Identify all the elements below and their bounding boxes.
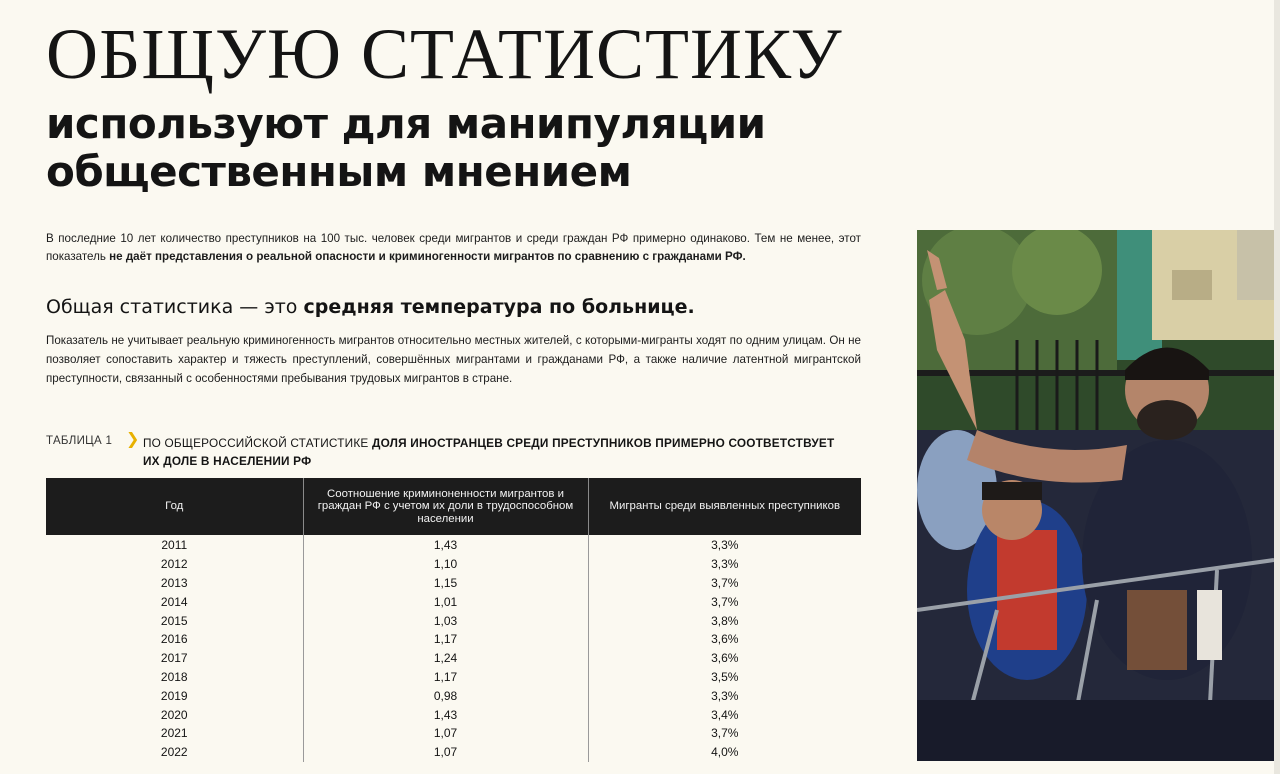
crowd-photo — [917, 230, 1274, 761]
cell-ratio: 1,24 — [303, 649, 588, 668]
crowd-photo-illustration — [917, 230, 1274, 761]
cell-year: 2012 — [46, 555, 303, 574]
cell-year: 2019 — [46, 686, 303, 705]
cell-share: 3,7% — [711, 575, 739, 590]
table-row — [46, 630, 861, 649]
cell-year: 2020 — [46, 705, 303, 724]
cell-share: 4,0% — [711, 745, 739, 760]
cell-share: 3,8% — [711, 613, 739, 628]
intro-bold-text: не даёт представления о реальной опасности и криминогенности мигрантов по сравнению с гражданами РФ. — [109, 250, 746, 263]
cell-ratio: 1,17 — [303, 668, 588, 687]
table-row — [46, 686, 861, 705]
table-row — [46, 743, 861, 762]
table-caption-bold: ДОЛЯ ИНОСТРАНЦЕВ СРЕДИ ПРЕСТУПНИКОВ ПРИМЕРНО СООТВЕТСТВУЕТ ИХ ДОЛЕ В НАСЕЛЕНИИ РФ — [143, 436, 835, 468]
table-row — [46, 535, 861, 555]
table-caption — [46, 433, 861, 469]
cell-year: 2015 — [46, 611, 303, 630]
cell-year: 2018 — [46, 668, 303, 687]
cell-year: 2021 — [46, 724, 303, 743]
section-heading-bold: средняя температура по больнице. — [303, 296, 695, 318]
intro-paragraph — [46, 230, 861, 266]
cell-ratio: 1,07 — [303, 724, 588, 743]
header-crime-ratio: Соотношение криминоненности мигрантов и граждан РФ с учетом их доли в трудоспособном населении — [303, 478, 588, 535]
cell-share: 3,7% — [711, 594, 739, 609]
table-row — [46, 649, 861, 668]
table-caption-normal: ПО ОБЩЕРОССИЙСКОЙ СТАТИСТИКЕ — [143, 436, 372, 450]
cell-share: 3,5% — [711, 669, 739, 684]
cell-share: 3,6% — [711, 632, 739, 647]
cell-ratio: 1,43 — [303, 535, 588, 555]
table-row — [46, 724, 861, 743]
cell-ratio: 1,43 — [303, 705, 588, 724]
table-row — [46, 592, 861, 611]
cell-ratio: 1,01 — [303, 592, 588, 611]
subtitle-line-2: общественным мнением — [46, 147, 632, 196]
cell-year: 2013 — [46, 574, 303, 593]
chevron-right-icon: ❯ — [126, 431, 140, 448]
cell-year: 2011 — [46, 535, 303, 555]
cell-year: 2017 — [46, 649, 303, 668]
table-header-row — [46, 478, 861, 535]
table-label: ТАБЛИЦА 1 — [46, 435, 113, 447]
cell-year: 2014 — [46, 592, 303, 611]
cell-share: 3,3% — [711, 688, 739, 703]
cell-ratio: 1,10 — [303, 555, 588, 574]
table-row — [46, 555, 861, 574]
cell-share: 3,3% — [711, 538, 739, 553]
cell-ratio: 1,03 — [303, 611, 588, 630]
header-year: Год — [46, 478, 303, 535]
page-edge — [1274, 0, 1280, 774]
cell-year: 2022 — [46, 743, 303, 762]
cell-share: 3,6% — [711, 651, 739, 666]
header-migrants-share: Мигранты среди выявленных преступников — [588, 478, 861, 535]
cell-share: 3,3% — [711, 557, 739, 572]
cell-ratio: 1,17 — [303, 630, 588, 649]
table-row — [46, 705, 861, 724]
cell-ratio: 1,07 — [303, 743, 588, 762]
intro-text: В последние 10 лет количество преступников на 100 тыс. человек среди мигрантов и среди граждан РФ примерно одинаково. Тем не менее, этот показатель — [46, 232, 861, 263]
subtitle-line-1: используют для манипуляции — [46, 99, 766, 148]
statistics-table — [46, 478, 861, 762]
section-heading — [46, 294, 695, 320]
cell-share: 3,4% — [711, 707, 739, 722]
cell-share: 3,7% — [711, 726, 739, 741]
body-paragraph: Показатель не учитывает реальную криминогенность мигрантов относительно местных жителей, с которыми-мигранты ходят по одним улицам. Он не позволяет сопоставить характер и тяжесть преступлений, совершённых мигрантами и гражданами РФ, а также наличие латентной мигрантской преступности, связанный с особенностями пребывания трудовых мигрантов в стране. — [46, 334, 861, 385]
table-row — [46, 574, 861, 593]
cell-ratio: 0,98 — [303, 686, 588, 705]
cell-year: 2016 — [46, 630, 303, 649]
table-row — [46, 668, 861, 687]
page-subtitle — [46, 100, 766, 196]
table-row — [46, 611, 861, 630]
page-title: ОБЩУЮ СТАТИСТИКУ — [46, 14, 843, 94]
section-heading-normal: Общая статистика — это — [46, 296, 304, 318]
table-caption-text — [143, 434, 843, 470]
cell-ratio: 1,15 — [303, 574, 588, 593]
